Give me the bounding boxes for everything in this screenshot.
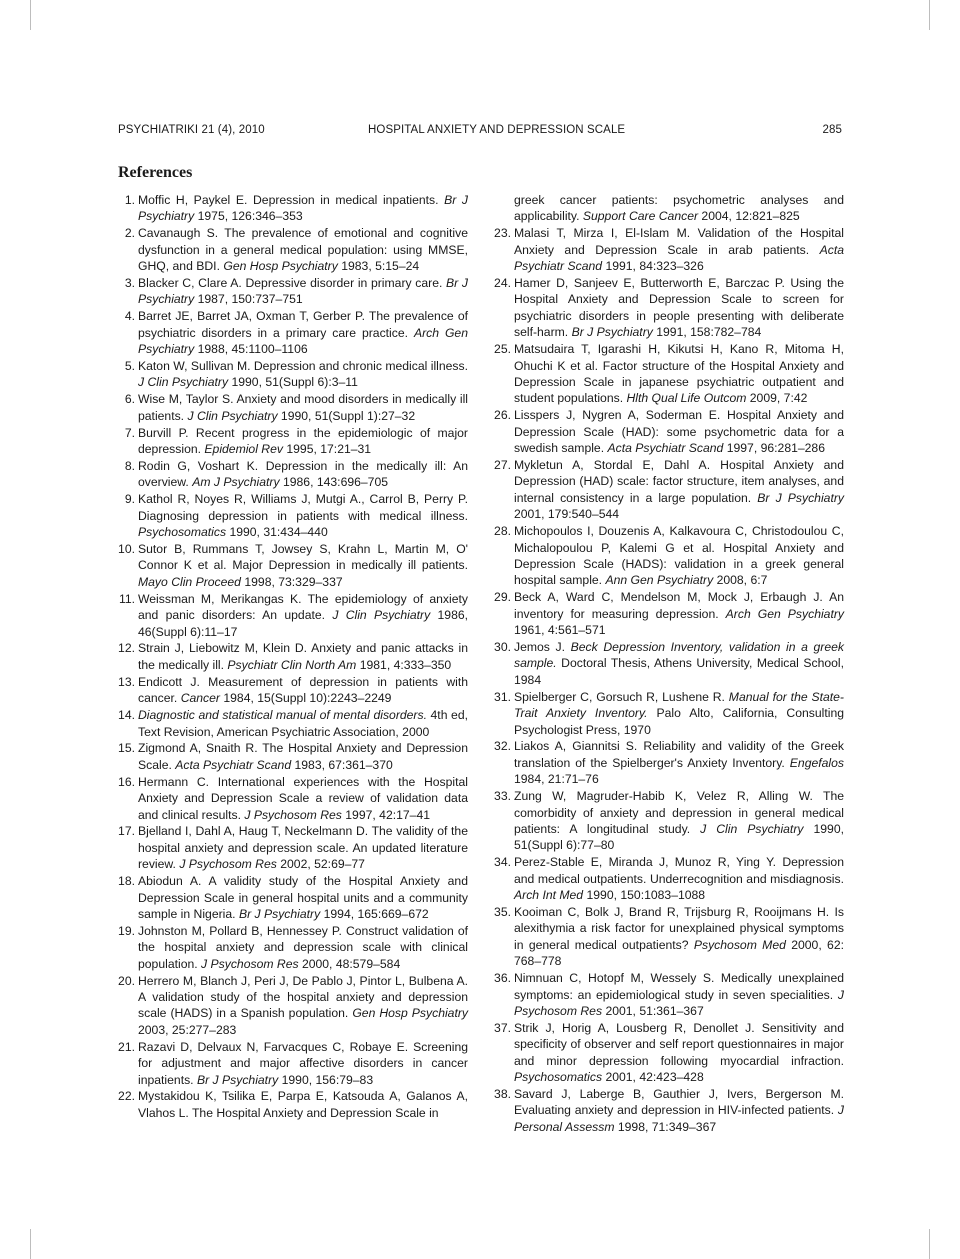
reference-item bbox=[494, 275, 844, 341]
reference-item bbox=[118, 308, 468, 357]
reference-number: 29. bbox=[494, 590, 511, 605]
reference-details: 1998, 73:329–337 bbox=[240, 574, 343, 589]
reference-number: 25. bbox=[494, 342, 511, 357]
reference-item bbox=[494, 407, 844, 456]
reference-source: J Psychosom Res bbox=[201, 956, 299, 971]
reference-details: 1995, 17:21–31 bbox=[282, 442, 372, 457]
reference-details: 1986, 46(Suppl 6):11–17 bbox=[138, 608, 469, 639]
reference-source: Br J Psychiatry bbox=[238, 906, 321, 921]
reference-details: 1997, 96:281–286 bbox=[723, 441, 825, 456]
reference-details: 1961, 4:561–571 bbox=[514, 623, 606, 638]
reference-number: 28. bbox=[494, 524, 511, 539]
reference-details: 2001, 42:423–428 bbox=[602, 1070, 704, 1085]
reference-details: 1983, 67:361–370 bbox=[291, 757, 393, 772]
reference-item bbox=[118, 225, 468, 274]
reference-number: 21. bbox=[118, 1039, 135, 1054]
reference-source: Psychosomatics bbox=[138, 525, 227, 540]
reference-source: Psychosomatics bbox=[514, 1070, 603, 1085]
reference-number: 15. bbox=[118, 741, 135, 756]
reference-text: Hamer D, Sanjeev E, Butterworth E, Barczac P. Using the Hospital Anxiety and Depression Scale to screen for psychiatric disorders in people presenting with deliberate self-harm. bbox=[514, 276, 844, 340]
reference-number: 12. bbox=[118, 641, 135, 656]
reference-text: Savard J, Laberge B, Gauthier J, Ivers, Bergerson M. Evaluating anxiety and depression in HIV-infected patients. bbox=[514, 1086, 844, 1118]
reference-item bbox=[118, 1088, 468, 1121]
reference-text: Malasi T, Mirza I, El-Islam M. Validation of the Hospital Anxiety and Depression Scale in arab patients. bbox=[514, 226, 844, 257]
reference-number: 3. bbox=[124, 276, 135, 291]
reference-source: J Clin Psychiatry bbox=[187, 408, 278, 423]
reference-details: 2001, 51:361–367 bbox=[602, 1003, 704, 1018]
page-number: 285 bbox=[822, 124, 842, 136]
reference-details: 2008, 6:7 bbox=[713, 573, 768, 588]
reference-source: J Psychosom Res bbox=[244, 807, 342, 822]
reference-source: Am J Psychiatry bbox=[192, 475, 280, 490]
reference-text: Burvill P. Recent progress in the epidemiologic of major depression. bbox=[138, 425, 468, 457]
reference-text: Zigmond A, Snaith R. The Hospital Anxiety and Depression Scale. bbox=[138, 741, 468, 772]
reference-text: Weissman M, Merikangas K. The epidemiology of anxiety and panic disorders: An update. bbox=[138, 591, 468, 623]
crop-mark bbox=[30, 0, 31, 30]
reference-source: Psychosom Med bbox=[693, 937, 786, 952]
reference-number: 8. bbox=[124, 459, 135, 473]
reference-source: Support Care Cancer bbox=[582, 209, 699, 224]
reference-item bbox=[118, 391, 468, 424]
reference-number: 35. bbox=[494, 904, 511, 919]
reference-item bbox=[494, 788, 844, 854]
reference-source: Mayo Clin Proceed bbox=[138, 574, 241, 589]
reference-item bbox=[118, 1039, 468, 1088]
reference-source: J Clin Psychiatry bbox=[700, 821, 804, 836]
reference-details: 1991, 158:782–784 bbox=[652, 325, 762, 340]
reference-details: 2000, 48:579–584 bbox=[298, 956, 401, 971]
reference-text: Liakos A, Giannitsi S. Reliability and validity of the Greek translation of the Spielberger's Anxiety Inventory. bbox=[514, 739, 844, 770]
reference-details: Palo Alto, California, Consulting Psychologist Press, 1970 bbox=[514, 706, 844, 737]
reference-number: 27. bbox=[494, 458, 511, 472]
reference-number: 23. bbox=[494, 226, 511, 241]
reference-text: Lisspers J, Nygren A, Soderman E. Hospital Anxiety and Depression Scale (HAD): some psychometric data for a swedish sample. bbox=[514, 408, 844, 456]
reference-number: 6. bbox=[124, 392, 135, 407]
section-title: References bbox=[118, 164, 193, 181]
reference-number: 7. bbox=[124, 425, 135, 440]
reference-text: Abiodun A. A validity study of the Hospital Anxiety and Depression Scale in general hospital units and a community sample in Nigeria. bbox=[138, 874, 468, 921]
references-column-right bbox=[494, 192, 844, 1136]
reference-number: 31. bbox=[494, 689, 511, 704]
reference-text: Strik J, Horig A, Lousberg R, Denollet J. Sensitivity and specificity of observer and self report questionnaires in major and minor depression following myocardial infraction. bbox=[514, 1020, 844, 1068]
reference-text: Matsudaira T, Igarashi H, Kikutsi H, Kano R, Mitoma H, Ohuchi K et al. Factor structure of the Hospital Anxiety and Depression Scale in japanese psychiatric outpatient and student populations. bbox=[514, 342, 844, 406]
reference-text: Wise M, Taylor S. Anxiety and mood disorders in medically ill patients. bbox=[138, 392, 468, 423]
reference-details: 1990, 150:1083–1088 bbox=[583, 888, 706, 903]
reference-text: Barret JE, Barret JA, Oxman T, Gerber P. The prevalence of psychiatric disorders in a primary care practice. bbox=[138, 309, 468, 340]
reference-details: 2001, 179:540–544 bbox=[514, 507, 620, 522]
reference-item bbox=[118, 591, 468, 640]
reference-item bbox=[118, 425, 468, 458]
journal-citation: PSYCHIATRIKI 21 (4), 2010 bbox=[118, 124, 265, 136]
reference-details: 1984, 21:71–76 bbox=[514, 772, 599, 787]
reference-details: 1987, 150:737–751 bbox=[194, 292, 303, 307]
reference-number: 2. bbox=[124, 226, 135, 241]
reference-number: 4. bbox=[124, 309, 135, 324]
reference-details: 1990, 51(Suppl 6):77–80 bbox=[514, 821, 844, 853]
reference-number: 34. bbox=[494, 855, 511, 870]
reference-number: 10. bbox=[118, 542, 135, 557]
reference-item bbox=[494, 904, 844, 970]
reference-item bbox=[494, 589, 844, 638]
reference-number: 32. bbox=[494, 739, 511, 754]
reference-source: J Clin Psychiatry bbox=[138, 375, 229, 390]
reference-details: 1981, 4:333–350 bbox=[356, 657, 452, 672]
reference-text: Strain J, Liebowitz M, Klein D. Anxiety and panic attacks in the medically ill. bbox=[138, 641, 468, 672]
reference-number: 16. bbox=[118, 774, 135, 789]
reference-source: Cancer bbox=[180, 691, 220, 706]
reference-details: 2000, 62: 768–778 bbox=[514, 937, 844, 969]
reference-item bbox=[118, 491, 468, 540]
reference-item bbox=[118, 640, 468, 673]
reference-text: greek cancer patients: psychometric analyses and applicability. bbox=[514, 193, 844, 224]
reference-text: Kooiman C, Bolk J, Brand R, Trijsburg R, Rooijmans H. Is alexithymia a risk factor for unexplained physical symptoms in general medical outpatients? bbox=[514, 904, 844, 952]
reference-item bbox=[118, 873, 468, 922]
reference-text: Mystakidou K, Tsilika E, Parpa E, Katsouda A, Galanos A, Vlahos L. The Hospital Anxiety and Depression Scale in bbox=[138, 1089, 468, 1120]
reference-item bbox=[118, 458, 468, 491]
reference-text: Perez-Stable E, Miranda J, Munoz R, Ying Y. Depression and medical outpatients. Underrecognition and misdiagnosis. bbox=[514, 855, 844, 886]
reference-item bbox=[494, 738, 844, 787]
reference-text: Sutor B, Rummans T, Jowsey S, Krahn L, Martin M, O' Connor K et al. Major Depression in medically ill patients. bbox=[138, 542, 468, 573]
reference-details: 1990, 156:79–83 bbox=[278, 1072, 374, 1087]
reference-number: 33. bbox=[494, 789, 511, 804]
reference-text: Blacker C, Clare A. Depressive disorder in primary care. bbox=[138, 276, 447, 291]
reference-details: 2009, 7:42 bbox=[746, 391, 808, 406]
reference-details: 2002, 52:69–77 bbox=[276, 857, 365, 872]
reference-source: Diagnostic and statistical manual of mental disorders. bbox=[138, 708, 427, 723]
reference-source: Beck Depression Inventory, validation in a greek sample. bbox=[514, 639, 844, 671]
reference-item bbox=[494, 689, 844, 738]
reference-text: Spielberger C, Gorsuch R, Lushene R. bbox=[514, 689, 729, 704]
reference-number: 13. bbox=[118, 674, 135, 689]
reference-details: 1984, 15(Suppl 10):2243–2249 bbox=[219, 691, 392, 706]
reference-source: Manual for the State-Trait Anxiety Inventory. bbox=[514, 689, 844, 721]
reference-number: 11. bbox=[118, 591, 135, 606]
reference-source: J Psychosom Res bbox=[514, 987, 844, 1018]
reference-source: Br J Psychiatry bbox=[138, 193, 468, 224]
reference-item bbox=[118, 740, 468, 773]
reference-source: Acta Psychiatr Scand bbox=[607, 441, 724, 456]
reference-source: Hlth Qual Life Outcom bbox=[626, 391, 747, 406]
reference-details: 2004, 12:821–825 bbox=[698, 209, 800, 224]
reference-details: 1975, 126:346–353 bbox=[194, 209, 303, 224]
reference-details: 2003, 25:277–283 bbox=[138, 1022, 237, 1037]
reference-number: 9. bbox=[124, 492, 135, 507]
reference-source: Acta Psychiatr Scand bbox=[175, 757, 292, 772]
reference-text: Bjelland I, Dahl A, Haug T, Neckelmann D. The validity of the hospital anxiety and depression scale. An updated literature review. bbox=[138, 824, 468, 872]
reference-text: Nimnuan C, Hotopf M, Wessely S. Medically unexplained symptoms: an epidemiological study in seven specialities. bbox=[514, 971, 844, 1002]
reference-item bbox=[118, 707, 468, 740]
reference-number: 26. bbox=[494, 408, 511, 423]
reference-item bbox=[494, 854, 844, 903]
reference-text: Endicott J. Measurement of depression in patients with cancer. bbox=[138, 674, 468, 706]
reference-source: Br J Psychiatry bbox=[138, 276, 469, 307]
reference-item bbox=[118, 923, 468, 972]
reference-number: 37. bbox=[494, 1020, 511, 1035]
reference-text: Mykletun A, Stordal E, Dahl A. Hospital Anxiety and Depression (HAD) scale: factor structure, item analyses, and internal consistency in a large population. bbox=[514, 458, 844, 505]
reference-details: 1983, 5:15–24 bbox=[337, 259, 420, 274]
reference-source: Arch Gen Psychiatry bbox=[725, 606, 844, 621]
reference-source: Acta Psychiatr Scand bbox=[514, 242, 844, 274]
reference-item bbox=[494, 457, 844, 523]
reference-source: Gen Hosp Psychiatry bbox=[223, 259, 338, 274]
reference-item bbox=[494, 341, 844, 407]
reference-item bbox=[494, 639, 844, 688]
reference-details: 4th ed, Text Revision, American Psychiatric Association, 2000 bbox=[138, 708, 468, 739]
reference-number: 30. bbox=[494, 639, 511, 654]
reference-item bbox=[118, 358, 468, 391]
reference-details: Doctoral Thesis, Athens University, Medical School, 1984 bbox=[514, 656, 844, 687]
reference-item bbox=[494, 225, 844, 274]
reference-details: 1988, 45:1100–1106 bbox=[194, 342, 308, 357]
reference-item bbox=[118, 541, 468, 590]
running-header bbox=[118, 124, 842, 138]
reference-details: 1990, 51(Suppl 6):3–11 bbox=[228, 375, 358, 390]
reference-number: 17. bbox=[118, 824, 135, 839]
reference-text: Michopoulos I, Douzenis A, Kalkavoura C, Christodoulou C, Michalopoulou P, Kalemi G et al. Hospital Anxiety and Depression Scale (HADS): validation in a greek general hospital sample. bbox=[514, 524, 844, 588]
reference-details: 1998, 71:349–367 bbox=[614, 1119, 717, 1134]
reference-source: J Clin Psychiatry bbox=[332, 608, 431, 623]
reference-source: Arch Int Med bbox=[514, 888, 584, 903]
reference-text: Beck A, Ward C, Mendelson M, Mock J, Erbaugh J. An inventory for measuring depression. bbox=[514, 590, 844, 621]
reference-source: J Personal Assessm bbox=[514, 1103, 844, 1134]
reference-item bbox=[118, 674, 468, 707]
reference-text: Kathol R, Noyes R, Williams J, Mutgi A., Carrol B, Perry P. Diagnosing depression in patients with medical illness. bbox=[138, 492, 468, 523]
reference-text: Razavi D, Delvaux N, Farvacques C, Robaye E. Screening for adjustment and major affective disorders in cancer inpatients. bbox=[138, 1039, 468, 1087]
reference-source: J Psychosom Res bbox=[179, 857, 277, 872]
reference-number: 36. bbox=[494, 971, 511, 986]
reference-text: Rodin G, Voshart K. Depression in the medically ill: An overview. bbox=[138, 459, 468, 490]
reference-number: 24. bbox=[494, 276, 511, 291]
reference-item bbox=[494, 970, 844, 1019]
reference-item bbox=[118, 192, 468, 225]
reference-number: 14. bbox=[118, 708, 135, 723]
reference-source: Br J Psychiatry bbox=[196, 1072, 279, 1087]
reference-details: 1990, 31:434–440 bbox=[226, 525, 328, 540]
reference-text: Zung W, Magruder-Habib K, Velez R, Alling W. The comorbidity of anxiety and depression in general medical patients: A longitudinal study. bbox=[514, 789, 844, 836]
reference-source: Epidemiol Rev bbox=[204, 442, 283, 457]
reference-number: 22. bbox=[118, 1089, 135, 1104]
reference-number: 38. bbox=[494, 1086, 511, 1101]
reference-text: Jemos J. bbox=[514, 639, 571, 654]
crop-mark bbox=[929, 1229, 930, 1259]
running-title: HOSPITAL ANXIETY AND DEPRESSION SCALE bbox=[368, 124, 626, 136]
reference-item bbox=[494, 192, 844, 225]
reference-text: Katon W, Sullivan M. Depression and chronic medical illness. bbox=[138, 359, 468, 374]
reference-item bbox=[118, 823, 468, 872]
crop-mark bbox=[929, 0, 930, 30]
reference-details: 1991, 84:323–326 bbox=[602, 259, 704, 274]
reference-details: 1997, 42:17–41 bbox=[341, 807, 430, 822]
reference-text: Moffic H, Paykel E. Depression in medical inpatients. bbox=[138, 193, 445, 207]
reference-item bbox=[118, 275, 468, 308]
reference-number: 5. bbox=[124, 359, 135, 374]
reference-text: Herrero M, Blanch J, Peri J, De Pablo J, Pintor L, Bulbena A. A validation study of the hospital anxiety and depression scale (HADS) in a Spanish population. bbox=[138, 973, 468, 1021]
reference-number: 18. bbox=[118, 874, 135, 889]
reference-source: Arch Gen Psychiatry bbox=[138, 325, 468, 357]
reference-source: Br J Psychiatry bbox=[571, 325, 653, 340]
reference-number: 1. bbox=[124, 193, 135, 207]
reference-details: 1986, 143:696–705 bbox=[279, 475, 389, 490]
reference-source: Br J Psychiatry bbox=[757, 490, 844, 505]
crop-mark bbox=[30, 1229, 31, 1259]
reference-item bbox=[494, 1020, 844, 1086]
reference-item bbox=[118, 774, 468, 823]
reference-source: Engefalos bbox=[789, 755, 844, 770]
reference-source: Psychiatr Clin North Am bbox=[227, 657, 357, 672]
reference-text: Johnston M, Pollard B, Hennessey P. Construct validation of the hospital anxiety and depression scale with clinical population. bbox=[138, 923, 468, 971]
reference-number: 19. bbox=[118, 923, 135, 938]
reference-text: Hermann C. International experiences with the Hospital Anxiety and Depression Scale a review of validation data and clinical results. bbox=[138, 774, 468, 822]
references-column-left bbox=[118, 192, 468, 1122]
reference-details: 1994, 165:669–672 bbox=[320, 906, 429, 921]
reference-text: Cavanaugh S. The prevalence of emotional and cognitive dysfunction in a general medical population: using MMSE, GHQ, and BDI. bbox=[138, 226, 468, 274]
reference-source: Ann Gen Psychiatry bbox=[605, 573, 714, 588]
reference-item bbox=[118, 973, 468, 1039]
reference-item bbox=[494, 1086, 844, 1135]
reference-details: 1990, 51(Suppl 1):27–32 bbox=[277, 408, 416, 423]
reference-number: 20. bbox=[118, 973, 135, 988]
reference-item bbox=[494, 523, 844, 589]
reference-source: Gen Hosp Psychiatry bbox=[352, 1006, 468, 1021]
